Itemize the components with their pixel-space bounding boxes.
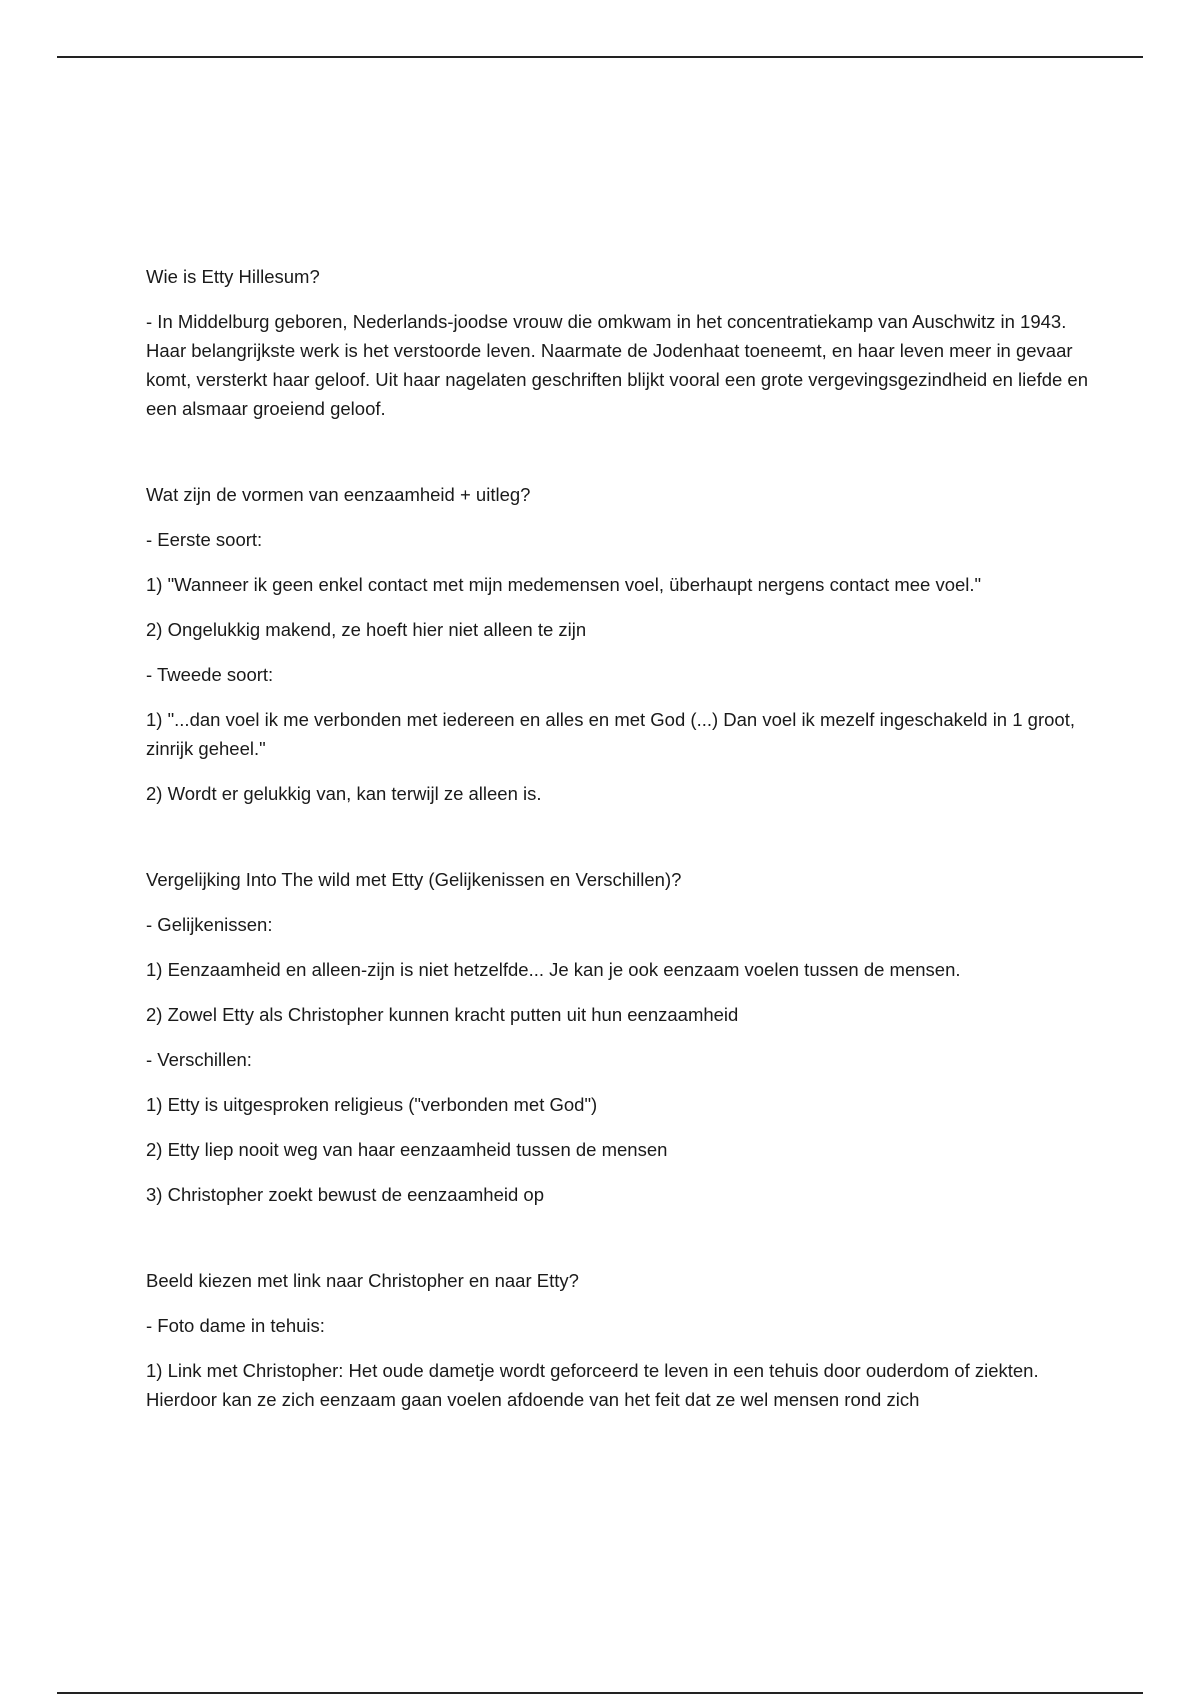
paragraph: 3) Christopher zoekt bewust de eenzaamheid op bbox=[146, 1184, 544, 1205]
document-body bbox=[146, 262, 1096, 1430]
paragraph: - Verschillen: bbox=[146, 1049, 252, 1070]
section-vormen-eenzaamheid bbox=[146, 480, 1096, 808]
bottom-rule bbox=[57, 1692, 1143, 1694]
section-heading: Vergelijking Into The wild met Etty (Gelijkenissen en Verschillen)? bbox=[146, 869, 682, 890]
section-gap bbox=[146, 1225, 1096, 1266]
paragraph: - Tweede soort: bbox=[146, 664, 274, 685]
paragraph: - Eerste soort: bbox=[146, 529, 263, 550]
top-rule bbox=[57, 56, 1143, 58]
paragraph: 1) Link met Christopher: Het oude dametje wordt geforceerd te leven in een tehuis door ouderdom of ziekten. Hierdoor kan ze zich eenzaam gaan voelen afdoende van het feit dat ze wel mensen rond zich bbox=[146, 1360, 1039, 1410]
paragraph: 2) Etty liep nooit weg van haar eenzaamheid tussen de mensen bbox=[146, 1139, 668, 1160]
paragraph: - Gelijkenissen: bbox=[146, 914, 273, 935]
section-etty-hillesum bbox=[146, 262, 1096, 423]
paragraph: 1) "...dan voel ik me verbonden met iedereen en alles en met God (...) Dan voel ik mezelf ingeschakeld in 1 groot, zinrijk geheel." bbox=[146, 709, 1075, 759]
paragraph: 2) Zowel Etty als Christopher kunnen kracht putten uit hun eenzaamheid bbox=[146, 1004, 739, 1025]
section-heading: Wie is Etty Hillesum? bbox=[146, 266, 320, 287]
section-beeld-kiezen bbox=[146, 1266, 1096, 1414]
section-gap bbox=[146, 439, 1096, 480]
section-vergelijking bbox=[146, 865, 1096, 1209]
section-gap bbox=[146, 824, 1096, 865]
paragraph: 1) "Wanneer ik geen enkel contact met mijn medemensen voel, überhaupt nergens contact mee voel." bbox=[146, 574, 982, 595]
paragraph: 2) Ongelukkig makend, ze hoeft hier niet alleen te zijn bbox=[146, 619, 587, 640]
paragraph: 1) Etty is uitgesproken religieus ("verbonden met God") bbox=[146, 1094, 598, 1115]
paragraph: 2) Wordt er gelukkig van, kan terwijl ze alleen is. bbox=[146, 783, 542, 804]
paragraph: - In Middelburg geboren, Nederlands-joodse vrouw die omkwam in het concentratiekamp van Auschwitz in 1943. Haar belangrijkste werk is het verstoorde leven. Naarmate de Jodenhaat toeneemt, en haar leven meer in gevaar komt, versterkt haar geloof. Uit haar nagelaten geschriften blijkt vooral een grote vergevingsgezindheid en liefde en een alsmaar groeiend geloof. bbox=[146, 311, 1089, 419]
paragraph: - Foto dame in tehuis: bbox=[146, 1315, 325, 1336]
paragraph: 1) Eenzaamheid en alleen-zijn is niet hetzelfde... Je kan je ook eenzaam voelen tussen de mensen. bbox=[146, 959, 961, 980]
section-heading: Wat zijn de vormen van eenzaamheid + uitleg? bbox=[146, 484, 531, 505]
section-heading: Beeld kiezen met link naar Christopher en naar Etty? bbox=[146, 1270, 579, 1291]
